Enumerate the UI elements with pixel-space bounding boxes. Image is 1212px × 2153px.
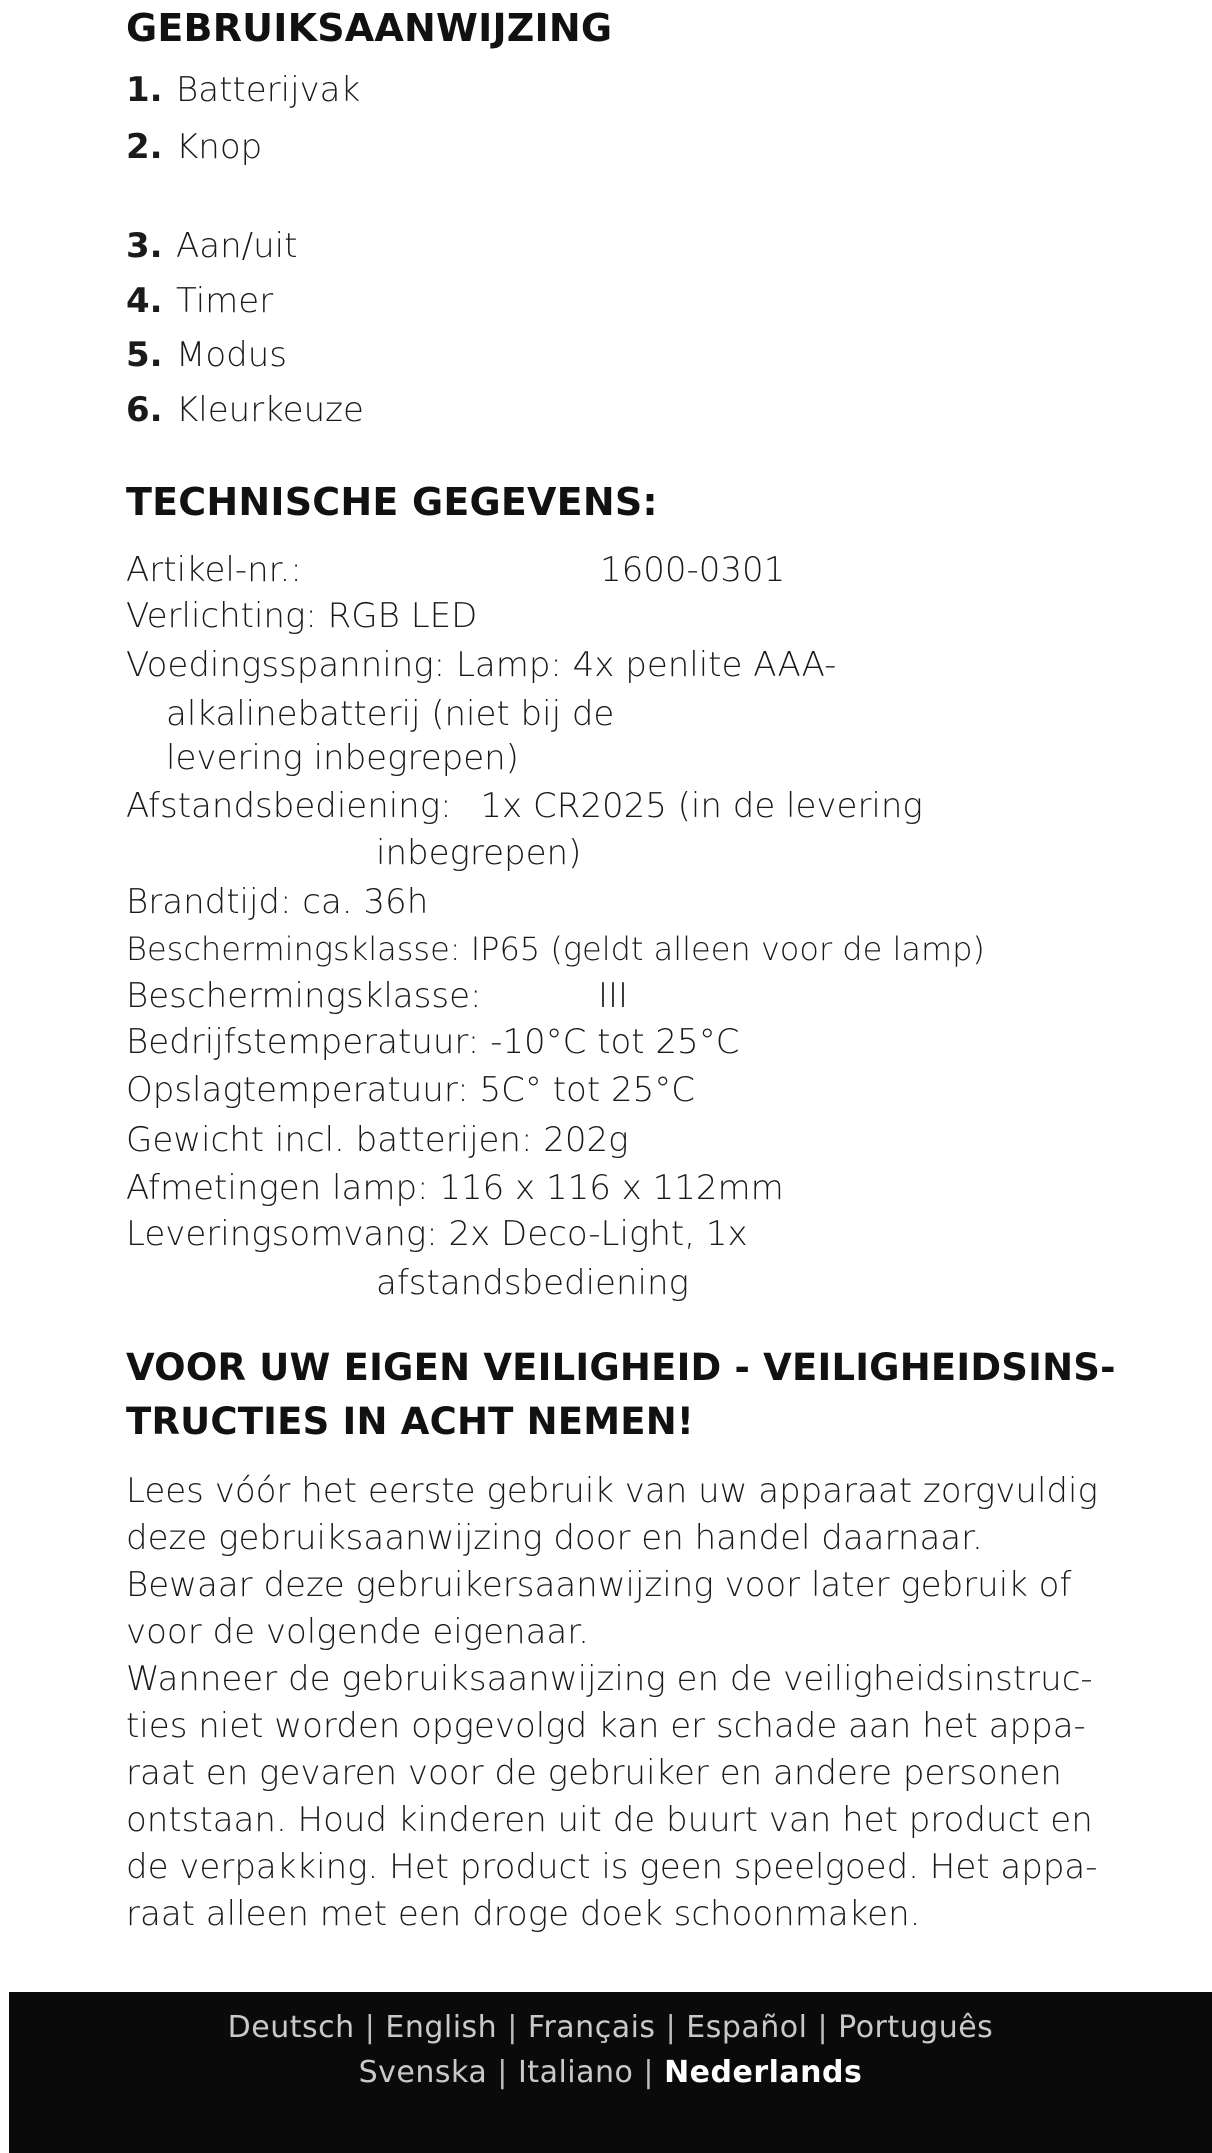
language-footer xyxy=(9,1992,1212,2153)
list-item: 3. Aan/uit xyxy=(126,226,298,266)
lang-italiano[interactable]: Italiano xyxy=(517,2055,634,2090)
paragraph-line: raat alleen met een droge doek schoonmaken. xyxy=(126,1894,921,1934)
list-item: 4. Timer xyxy=(126,281,274,321)
paragraph-line: Bewaar deze gebruikersaanwijzing voor later gebruik of xyxy=(126,1565,1072,1605)
spec-scope-cont: afstandsbediening xyxy=(376,1263,689,1303)
lang-deutsch[interactable]: Deutsch xyxy=(227,2010,355,2045)
spec-lighting: Verlichting: RGB LED xyxy=(126,596,478,636)
lang-svenska[interactable]: Svenska xyxy=(358,2055,488,2090)
spec-optemp: Bedrijfstemperatuur: -10°C tot 25°C xyxy=(126,1022,740,1062)
safety-text xyxy=(126,1468,1098,1938)
spec-article-value: 1600-0301 xyxy=(600,550,786,590)
part-label: Timer xyxy=(176,281,274,321)
lang-nederlands[interactable]: Nederlands xyxy=(664,2055,863,2090)
safety-title-cont: TRUCTIES IN ACHT NEMEN! xyxy=(126,1400,695,1443)
spec-class-value: III xyxy=(598,976,629,1016)
spec-power: Voedingsspanning: Lamp: 4x penlite AAA- xyxy=(126,645,837,685)
paragraph-line: ties niet worden opgevolgd kan er schade aan het appa- xyxy=(126,1706,1086,1746)
lang-espanol[interactable]: Español xyxy=(686,2010,808,2045)
paragraph-line: ontstaan. Houd kinderen uit de buurt van het product en xyxy=(126,1800,1093,1840)
language-row: Deutsch | English | Français | Español | Português xyxy=(227,2010,994,2045)
part-label: Batterijvak xyxy=(176,70,361,110)
paragraph-line: raat en gevaren voor de gebruiker en andere personen xyxy=(126,1753,1062,1793)
spec-class: Beschermingsklasse: xyxy=(126,976,482,1016)
list-item: 1. Batterijvak xyxy=(126,70,361,110)
spec-remote: Afstandsbediening: 1x CR2025 (in de levering xyxy=(126,786,923,826)
language-row: Svenska | Italiano | Nederlands xyxy=(358,2055,863,2090)
spec-burntime: Brandtijd: ca. 36h xyxy=(126,882,429,922)
part-label: Aan/uit xyxy=(176,226,298,266)
paragraph-line: Wanneer de gebruiksaanwijzing en de veiligheidsinstruc- xyxy=(126,1659,1093,1699)
spec-protection: Beschermingsklasse: IP65 (geldt alleen voor de lamp) xyxy=(126,930,985,968)
spec-scope: Leveringsomvang: 2x Deco-Light, 1x xyxy=(126,1214,748,1254)
lang-francais[interactable]: Français xyxy=(527,2010,656,2045)
list-item: 5. Modus xyxy=(126,335,287,375)
part-label: Modus xyxy=(176,335,287,375)
part-label: Knop xyxy=(176,127,263,167)
spec-power-cont: levering inbegrepen) xyxy=(166,738,519,778)
spec-power-cont: alkalinebatterij (niet bij de xyxy=(166,694,615,734)
tech-title: TECHNISCHE GEGEVENS: xyxy=(126,480,658,524)
spec-storage: Opslagtemperatuur: 5C° tot 25°C xyxy=(126,1070,695,1110)
paragraph-line: de verpakking. Het product is geen speelgoed. Het appa- xyxy=(126,1847,1098,1887)
paragraph-line: Lees vóór het eerste gebruik van uw apparaat zorgvuldig xyxy=(126,1471,1098,1511)
spec-weight: Gewicht incl. batterijen: 202g xyxy=(126,1120,629,1160)
paragraph-line: deze gebruiksaanwijzing door en handel daarnaar. xyxy=(126,1518,983,1558)
part-label: Kleurkeuze xyxy=(176,390,364,430)
list-item: 2. Knop xyxy=(126,127,263,167)
manual-title: GEBRUIKSAANWIJZING xyxy=(126,6,613,50)
paragraph-line: voor de volgende eigenaar. xyxy=(126,1612,589,1652)
safety-title: VOOR UW EIGEN VEILIGHEID - VEILIGHEIDSINS- xyxy=(126,1346,1116,1389)
spec-dimensions: Afmetingen lamp: 116 x 116 x 112mm xyxy=(126,1168,784,1208)
spec-remote-cont: inbegrepen) xyxy=(376,833,582,873)
lang-english[interactable]: English xyxy=(385,2010,498,2045)
list-item: 6. Kleurkeuze xyxy=(126,390,364,430)
spec-article: Artikel-nr.: xyxy=(126,550,302,590)
lang-portugues[interactable]: Português xyxy=(838,2010,994,2045)
